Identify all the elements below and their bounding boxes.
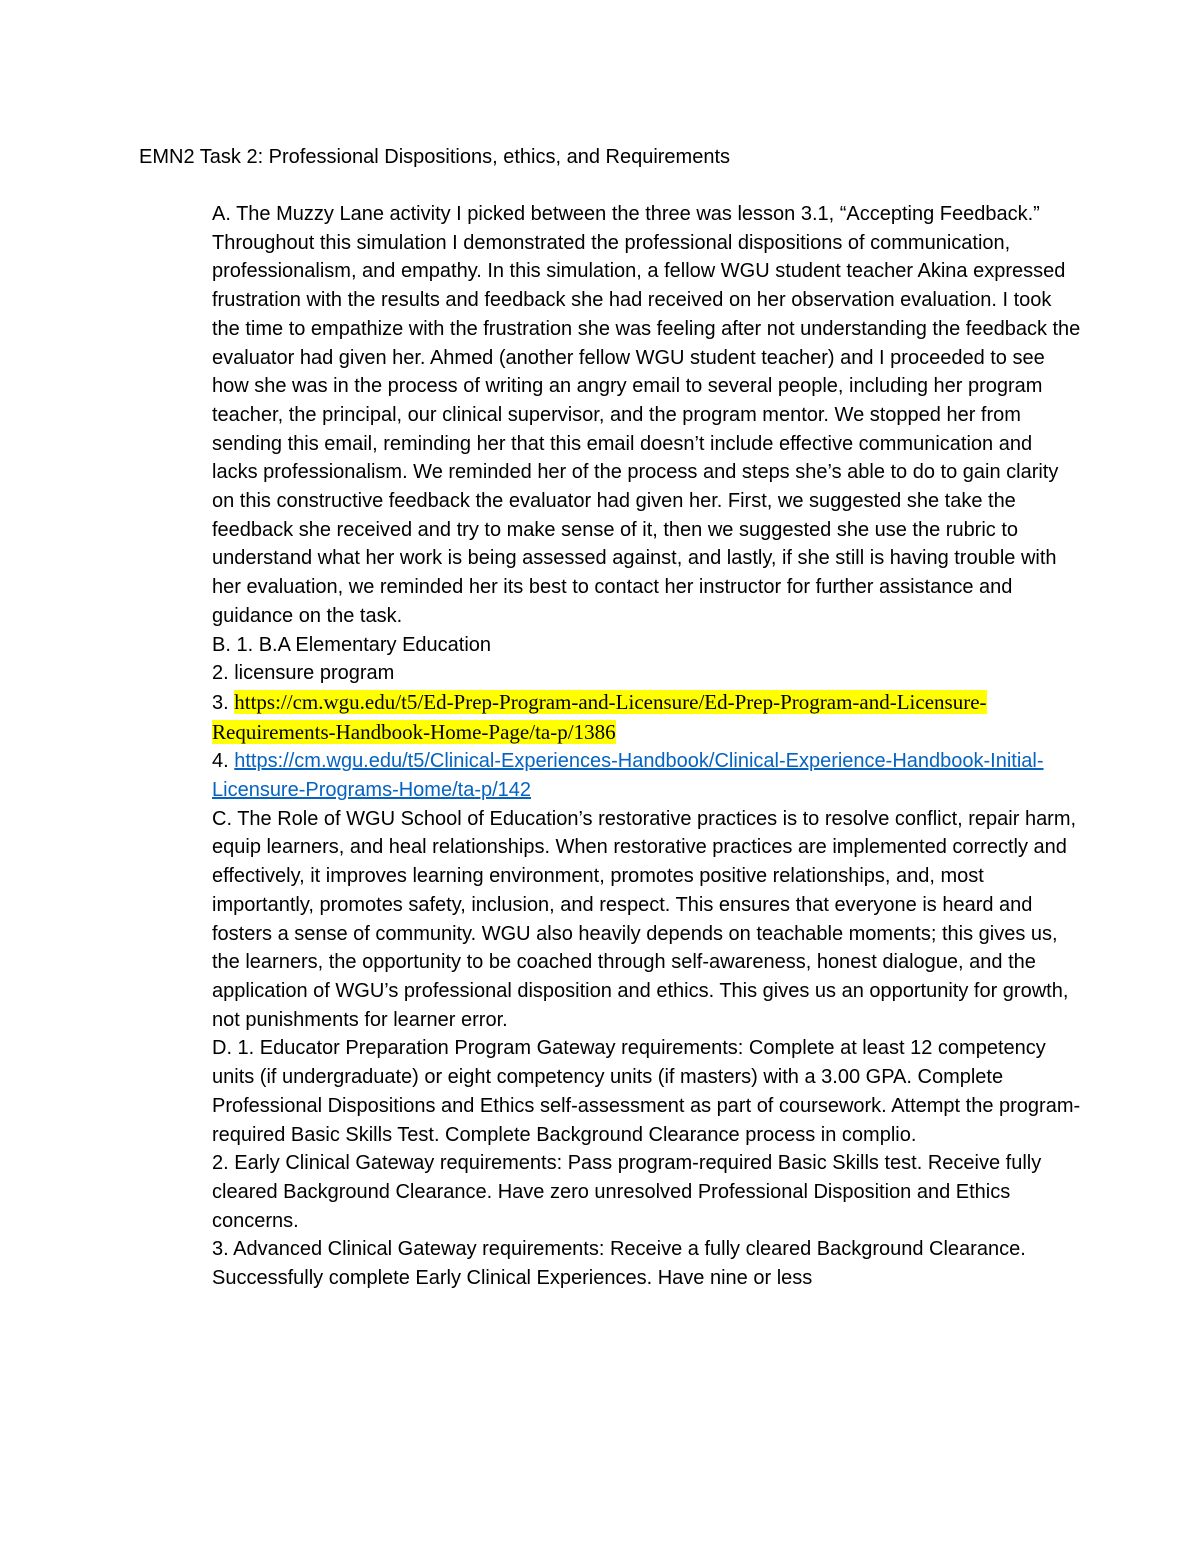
- section-b-item-4-number: 4.: [212, 750, 235, 773]
- clinical-handbook-link[interactable]: https://cm.wgu.edu/t5/Clinical-Experiences-Handbook/Clinical-Experience-Handbook-Initial-Licensure-Programs-Home/ta-p/142: [212, 750, 1044, 802]
- document-body: [212, 200, 1082, 1293]
- section-d-item-2: 2. Early Clinical Gateway requirements: Pass program-required Basic Skills test. Receive fully cleared Background Clearance. Have zero unresolved Professional Disposition and Ethics concerns.: [212, 1152, 1042, 1232]
- section-b-item-3-number: 3.: [212, 691, 235, 714]
- section-a-paragraph: A. The Muzzy Lane activity I picked between the three was lesson 3.1, “Accepting Feedback.” Throughout this simulation I demonstrated the professional dispositions of communication, professionalism, and empathy. In this simulation, a fellow WGU student teacher Akina expressed frustration with the results and feedback she had received on her observation evaluation. I took the time to empathize with the frustration she was feeling after not understanding the feedback the evaluator had given her. Ahmed (another fellow WGU student teacher) and I proceeded to see how she was in the process of writing an angry email to several people, including her program teacher, the principal, our clinical supervisor, and the program mentor. We stopped her from sending this email, reminding her that this email doesn’t include effective communication and lacks professionalism. We reminded her of the process and steps she’s able to do to gain clarity on this constructive feedback the evaluator had given her. First, we suggested she take the feedback she received and try to make sense of it, then we suggested she use the rubric to understand what her work is being assessed against, and lastly, if she still is having trouble with her evaluation, we reminded her its best to contact her instructor for further assistance and guidance on the task.: [212, 203, 1081, 627]
- section-b-item-2: 2. licensure program: [212, 662, 395, 685]
- section-d-item-3: 3. Advanced Clinical Gateway requirements: Receive a fully cleared Background Clearance. Successfully complete Early Clinical Experiences. Have nine or less: [212, 1238, 1026, 1290]
- section-d-item-1: D. 1. Educator Preparation Program Gateway requirements: Complete at least 12 competency units (if undergraduate) or eight competency units (if masters) with a 3.00 GPA. Complete Professional Dispositions and Ethics self-assessment as part of coursework. Attempt the program-required Basic Skills Test. Complete Background Clearance process in complio.: [212, 1037, 1081, 1146]
- document-title: EMN2 Task 2: Professional Dispositions, ethics, and Requirements: [139, 146, 731, 168]
- section-b-item-4: [212, 747, 1082, 804]
- handbook-url-highlighted: https://cm.wgu.edu/t5/Ed-Prep-Program-and-Licensure/Ed-Prep-Program-and-Licensure-Requirements-Handbook-Home-Page/ta-p/1386: [212, 689, 987, 744]
- section-c-paragraph: C. The Role of WGU School of Education’s restorative practices is to resolve conflict, repair harm, equip learners, and heal relationships. When restorative practices are implemented correctly and effectively, it improves learning environment, promotes positive relationships, and, most importantly, promotes safety, inclusion, and respect. This ensures that everyone is heard and fosters a sense of community. WGU also heavily depends on teachable moments; this gives us, the learners, the opportunity to be coached through self-awareness, honest dialogue, and the application of WGU’s professional disposition and ethics. This gives us an opportunity for growth, not punishments for learner error.: [212, 807, 1077, 1031]
- section-b-item-1: B. 1. B.A Elementary Education: [212, 633, 492, 656]
- section-b-item-3: [212, 688, 1082, 747]
